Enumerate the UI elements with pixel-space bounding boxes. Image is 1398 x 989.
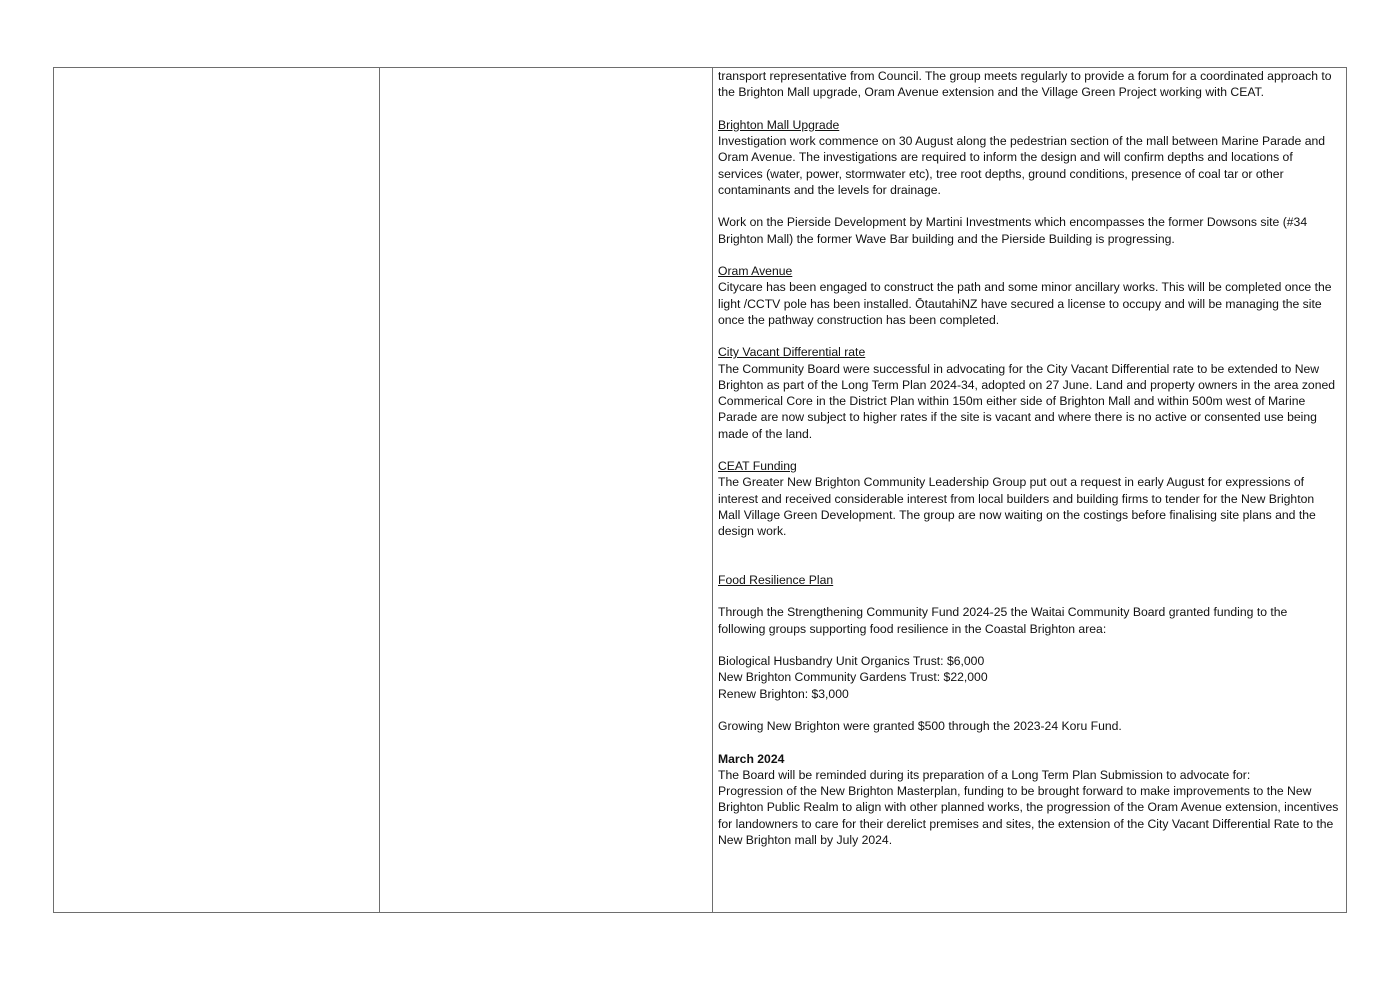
mall-upgrade-section: [718, 117, 1344, 198]
text-line: for landowners to care for their derelict premises and sites, the extension of the City Vacant Differential Rate to the: [718, 816, 1334, 831]
text-line: Commerical Core in the District Plan within 150m either side of Brighton Mall and within 500m west of Marine: [718, 394, 1306, 408]
grant-item: Biological Husbandry Unit Organics Trust: $6,000: [718, 654, 985, 668]
text-line: Oram Avenue. The investigations are required to inform the design and will confirm depths and locations of: [718, 150, 1293, 165]
section-heading-march-2024: March 2024: [718, 751, 785, 766]
text-line: interest and received considerable interest from local builders and building firms to tender for the New Brighton: [718, 491, 1315, 506]
oram-avenue-section: [718, 263, 1344, 328]
section-heading-ceat-funding: CEAT Funding: [718, 459, 797, 473]
food-resilience-section: [718, 572, 1344, 735]
column-divider-1: [379, 68, 380, 912]
section-heading-city-vacant: City Vacant Differential rate: [718, 345, 866, 360]
text-line: following groups supporting food resilience in the Coastal Brighton area:: [718, 621, 1107, 636]
update-cell: [718, 68, 1344, 848]
text-line: New Brighton mall by July 2024.: [718, 832, 893, 847]
text-line: Through the Strengthening Community Fund 2024-25 the Waitai Community Board granted funding to the: [718, 605, 1288, 620]
text-line: Brighton as part of the Long Term Plan 2024-34, adopted on 27 June. Land and property owners in the area zoned: [718, 377, 1336, 392]
text-line: design work.: [718, 524, 787, 538]
text-line: The Greater New Brighton Community Leadership Group put out a request in early August for expressions of: [718, 475, 1304, 490]
column-divider-2: [712, 68, 713, 912]
text-line: made of the land.: [718, 426, 813, 441]
ceat-funding-section: [718, 458, 1344, 539]
text-line: Brighton Public Realm to align with other planned works, the progression of the Oram Avenue extension, incentives: [718, 800, 1339, 815]
text-line: the Brighton Mall upgrade, Oram Avenue extension and the Village Green Project working with CEAT.: [718, 85, 1265, 100]
text-line: Progression of the New Brighton Masterplan, funding to be brought forward to make improvements to the New: [718, 784, 1312, 798]
text-line: light /CCTV pole has been installed. ŌtautahiNZ have secured a license to occupy and will be managing the site: [718, 296, 1322, 311]
text-line: Investigation work commence on 30 August along the pedestrian section of the mall between Marine Parade and: [718, 134, 1326, 148]
text-line: once the pathway construction has been completed.: [718, 312, 1000, 327]
text-line: The Community Board were successful in advocating for the City Vacant Differential rate to be extended to New: [718, 361, 1320, 376]
city-vacant-section: [718, 344, 1344, 442]
text-line: contaminants and the levels for drainage.: [718, 182, 941, 197]
section-heading-mall-upgrade: Brighton Mall Upgrade: [718, 117, 840, 132]
text-line: transport representative from Council. The group meets regularly to provide a forum for a coordinated approach to: [718, 69, 1332, 83]
document-table: [53, 67, 1347, 913]
text-line: The Board will be reminded during its preparation of a Long Term Plan Submission to advocate for:: [718, 767, 1251, 782]
text-line: Work on the Pierside Development by Martini Investments which encompasses the former Dowsons site (#34: [718, 215, 1308, 230]
text-line: Parade are now subject to higher rates if the site is vacant and where there is no active or consented use being: [718, 410, 1317, 425]
section-heading-oram-avenue: Oram Avenue: [718, 264, 793, 278]
text-line: Brighton Mall) the former Wave Bar building and the Pierside Building is progressing.: [718, 231, 1175, 246]
grant-item: New Brighton Community Gardens Trust: $22,000: [718, 670, 988, 685]
text-line: Citycare has been engaged to construct the path and some minor ancillary works. This will be completed once the: [718, 280, 1332, 295]
pierside-paragraph: [718, 214, 1344, 247]
grant-item: Renew Brighton: $3,000: [718, 686, 849, 701]
koru-fund-line: Growing New Brighton were granted $500 through the 2023-24 Koru Fund.: [718, 719, 1122, 733]
text-line: Mall Village Green Development. The group are now waiting on the costings before finalising site plans and the: [718, 507, 1316, 522]
section-heading-food-resilience: Food Resilience Plan: [718, 572, 834, 587]
text-line: services (water, power, stormwater etc), tree root depths, ground conditions, presence of coal tar or other: [718, 166, 1284, 181]
march-2024-section: [718, 751, 1344, 849]
intro-paragraph: [718, 68, 1344, 101]
